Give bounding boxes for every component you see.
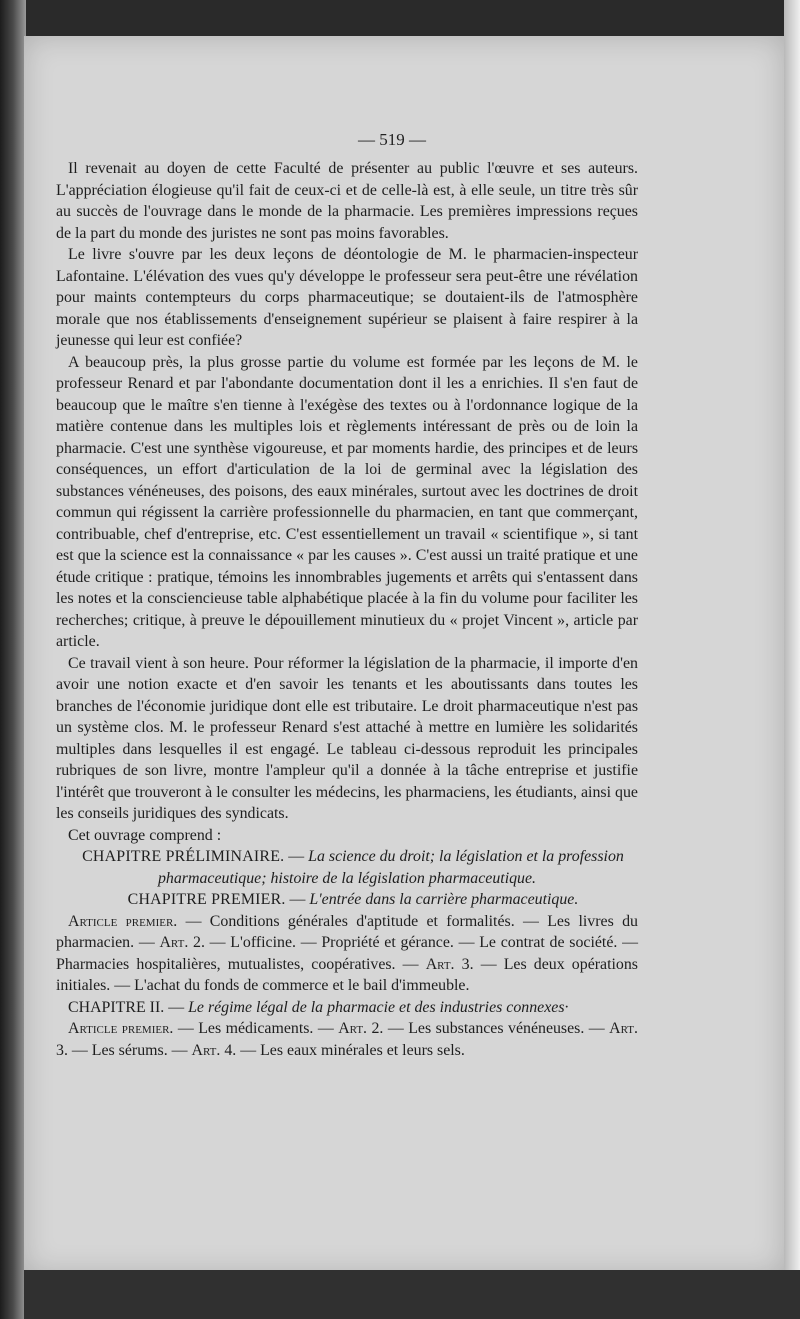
chapter-one-articles xyxy=(56,911,638,997)
chapter-preliminary-title: CHAPITRE PRÉLIMINAIRE. xyxy=(82,848,285,865)
chapter-one-art2-label: Art. 2. xyxy=(159,934,205,951)
book-spine-edge xyxy=(0,0,26,1319)
chapter-one-dash: — xyxy=(285,891,310,908)
paragraph-3: A beaucoup près, la plus grosse partie du volume est formée par les leçons de M. le professeur Renard et par l'abondante documentation dont il les a enrichies. Il s'en faut de beaucoup que le maître s'en tienne à l'exégèse des textes ou à l'ordonnance logique de la matière contenue dans les multiples lois et règlements intéressant de près ou de loin la pharmacie. C'est une synthèse vigoureuse, et par moments hardie, des principes et de leurs conséquences, un effort d'articulation de la loi de germinal avec la législation des substances vénéneuses, des poisons, des eaux minérales, surtout avec les doctrines de droit commun qui régissent la carrière professionnelle du pharmacien, en tant que commerçant, contribuable, chef d'entreprise, etc. C'est essentiellement un travail « scientifique », si tant est que la science est la connaissance « par les causes ». C'est aussi un traité pratique et une étude critique : pratique, témoins les innombrables jugements et arrêts qui s'entassent dans les notes et la consciencieuse table alphabétique placée à la fin du volume pour faciliter les recherches; critique, à preuve le dépouillement minutieux du « projet Vincent », article par article. xyxy=(56,353,638,650)
chapter-two-art3-text: — Les sérums. — xyxy=(67,1041,192,1059)
paragraph-2: Le livre s'ouvre par les deux leçons de déontologie de M. le pharmacien-inspecteur Lafontaine. L'élévation des vues qu'y développe le professeur sera peut-être une révélation pour maints contempteurs du corps pharmaceutique; se doutaient-ils de l'atmosphère morale que nos établissements d'enseignement supérieur se plaisent à faire respirer à la jeunesse qui leur est confiée? xyxy=(56,246,638,349)
body-text xyxy=(56,158,638,1061)
chapter-two-art3-label: Art. 3. xyxy=(56,1020,638,1059)
chapter-two-title: CHAPITRE II. xyxy=(68,998,165,1016)
chapter-one xyxy=(56,889,638,911)
chapter-two-art2-label: Art. 2. xyxy=(338,1020,384,1037)
paragraph-1: Il revenait au doyen de cette Faculté de présenter au public l'œuvre et ses auteurs. L'appréciation élogieuse qu'il fait de ceux-ci et de celle-là est, à elle seule, un titre très sûr au succès de l'ouvrage dans le monde de la pharmacie. Les premières impressions reçues de la part du monde des juristes ne sont pas moins favorables. xyxy=(56,160,638,242)
chapter-one-art2-text: — L'officine. — Propriété et gérance. — Le contrat de société. — Pharmacies hospitalières, mutualistes, coopératives. — xyxy=(56,934,638,973)
page-number: — 519 — xyxy=(358,130,426,149)
chapter-two-articles xyxy=(56,1018,638,1061)
page-bottom-shadow xyxy=(24,1270,800,1319)
chapter-one-art3-text: — Les deux opérations initiales. — L'achat du fonds de commerce et le bail d'immeuble. xyxy=(56,955,638,994)
chapter-two xyxy=(56,997,638,1019)
chapter-two-art4-text: — Les eaux minérales et leurs sels. xyxy=(236,1041,465,1059)
chapter-preliminary-dash: — xyxy=(284,848,309,865)
chapter-two-art2-text: — Les substances vénéneuses. — xyxy=(383,1020,610,1037)
chapter-two-dash: — xyxy=(164,998,189,1016)
chapter-two-art1-label: Article premier. xyxy=(68,1020,174,1037)
chapter-preliminary-subtitle: La science du droit; la législation et la profession pharmaceutique; histoire de la législation pharmaceutique. xyxy=(157,848,624,887)
chapter-two-art4-label: Art. 4. xyxy=(191,1041,237,1059)
page-edge-right xyxy=(784,0,800,1319)
chapter-one-subtitle: L'entrée dans la carrière pharmaceutique. xyxy=(309,891,579,908)
chapter-two-subtitle: Le régime légal de la pharmacie et des industries connexes· xyxy=(188,998,569,1016)
chapter-one-art1-label: Article premier. xyxy=(68,912,178,930)
chapter-two-art1-text: — Les médicaments. — xyxy=(173,1020,339,1037)
chapter-preliminary xyxy=(56,846,638,889)
chapter-one-art1-text: — Conditions générales d'aptitude et formalités. — Les livres du pharmacien. — xyxy=(56,912,638,951)
chapter-one-title: CHAPITRE PREMIER. xyxy=(127,891,286,908)
paragraph-4: Ce travail vient à son heure. Pour réformer la législation de la pharmacie, il importe d'en avoir une notion exacte et d'en savoir les tenants et les aboutissants dans toutes les branches de l'économie juridique dont elle est tributaire. Le droit pharmaceutique n'est pas un système clos. M. le professeur Renard s'est attaché à mettre en lumière les solidarités multiples dans lesquelles il est engagé. Le tableau ci-dessous reproduit les principales rubriques de son livre, montre l'ampleur qu'il a donnée à la tâche entreprise et justifie l'intérêt que trouveront à le consulter les médecins, les pharmaciens, les étudiants, ainsi que les conseils juridiques des syndicats. xyxy=(56,654,638,822)
chapter-one-art3-label: Art. 3. xyxy=(425,955,474,973)
paragraph-5: Cet ouvrage comprend : xyxy=(68,826,222,844)
